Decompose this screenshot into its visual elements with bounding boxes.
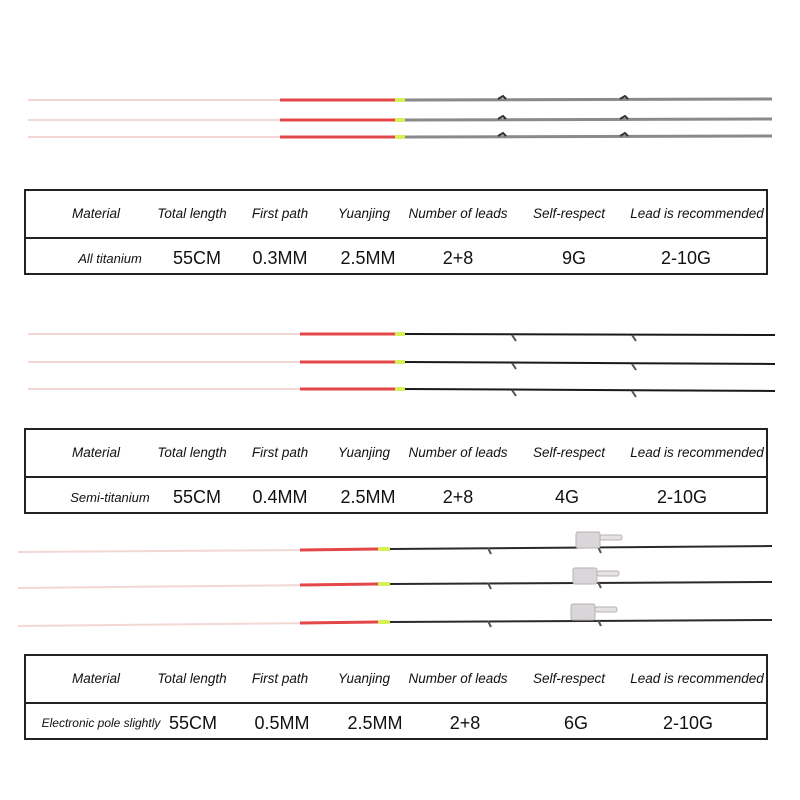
header-total-length: Total length bbox=[157, 445, 227, 460]
number-of-leads-value: 2+8 bbox=[442, 487, 474, 507]
yuanjing-value: 2.5MM bbox=[340, 487, 396, 507]
material-value: All titanium bbox=[78, 251, 142, 266]
header-yuanjing: Yuanjing bbox=[337, 445, 391, 460]
rod-1 bbox=[28, 96, 772, 100]
header-self-respect: Self-respect bbox=[532, 445, 606, 460]
material-value: Electronic pole slightly bbox=[41, 716, 161, 730]
first-path-value: 0.3MM bbox=[252, 248, 308, 268]
lead-recommended-value: 2-10G bbox=[656, 487, 708, 507]
self-respect-value: 4G bbox=[554, 487, 580, 507]
first-path-value: 0.4MM bbox=[252, 487, 308, 507]
number-of-leads-value: 2+8 bbox=[442, 248, 474, 268]
header-first-path: First path bbox=[251, 445, 309, 460]
total-length-value: 55CM bbox=[172, 248, 222, 268]
header-first-path: First path bbox=[251, 671, 309, 686]
table-divider bbox=[26, 476, 766, 478]
rod-2 bbox=[28, 116, 772, 120]
table-divider bbox=[26, 702, 766, 704]
total-length-value: 55CM bbox=[172, 487, 222, 507]
header-total-length: Total length bbox=[157, 671, 227, 686]
header-material: Material bbox=[71, 445, 121, 460]
self-respect-value: 6G bbox=[563, 713, 589, 733]
header-yuanjing: Yuanjing bbox=[337, 206, 391, 221]
total-length-value: 55CM bbox=[168, 713, 218, 733]
first-path-value: 0.5MM bbox=[254, 713, 310, 733]
table-divider bbox=[26, 237, 766, 239]
lead-recommended-value: 2-10G bbox=[660, 248, 712, 268]
header-self-respect: Self-respect bbox=[532, 206, 606, 221]
header-first-path: First path bbox=[251, 206, 309, 221]
material-value: Semi-titanium bbox=[70, 490, 150, 505]
titanium-rods-photo bbox=[0, 88, 800, 148]
rod-2 bbox=[18, 568, 772, 589]
rod-1 bbox=[18, 532, 772, 554]
header-lead-recommended: Lead is recommended bbox=[630, 445, 764, 460]
rod-group-electronic bbox=[0, 524, 800, 634]
lead-recommended-value: 2-10G bbox=[662, 713, 714, 733]
header-material: Material bbox=[71, 206, 121, 221]
electronic-rods-photo bbox=[0, 524, 800, 634]
number-of-leads-value: 2+8 bbox=[449, 713, 481, 733]
rod-2 bbox=[28, 362, 775, 370]
header-number-of-leads: Number of leads bbox=[408, 671, 508, 686]
rod-group-titanium bbox=[0, 88, 800, 148]
spec-table-titanium bbox=[24, 189, 768, 275]
rod-3 bbox=[28, 389, 775, 397]
rod-1 bbox=[28, 334, 775, 341]
header-self-respect: Self-respect bbox=[532, 671, 606, 686]
rod-3 bbox=[18, 604, 772, 627]
header-material: Material bbox=[71, 671, 121, 686]
header-total-length: Total length bbox=[157, 206, 227, 221]
yuanjing-value: 2.5MM bbox=[347, 713, 403, 733]
header-yuanjing: Yuanjing bbox=[337, 671, 391, 686]
header-lead-recommended: Lead is recommended bbox=[630, 671, 764, 686]
yuanjing-value: 2.5MM bbox=[340, 248, 396, 268]
rod-3 bbox=[28, 133, 772, 137]
header-lead-recommended: Lead is recommended bbox=[630, 206, 764, 221]
header-number-of-leads: Number of leads bbox=[408, 445, 508, 460]
rod-group-semi-titanium bbox=[0, 322, 800, 402]
self-respect-value: 9G bbox=[561, 248, 587, 268]
spec-table-electronic bbox=[24, 654, 768, 740]
header-number-of-leads: Number of leads bbox=[408, 206, 508, 221]
spec-table-semi-titanium bbox=[24, 428, 768, 514]
semi-titanium-rods-photo bbox=[0, 322, 800, 402]
